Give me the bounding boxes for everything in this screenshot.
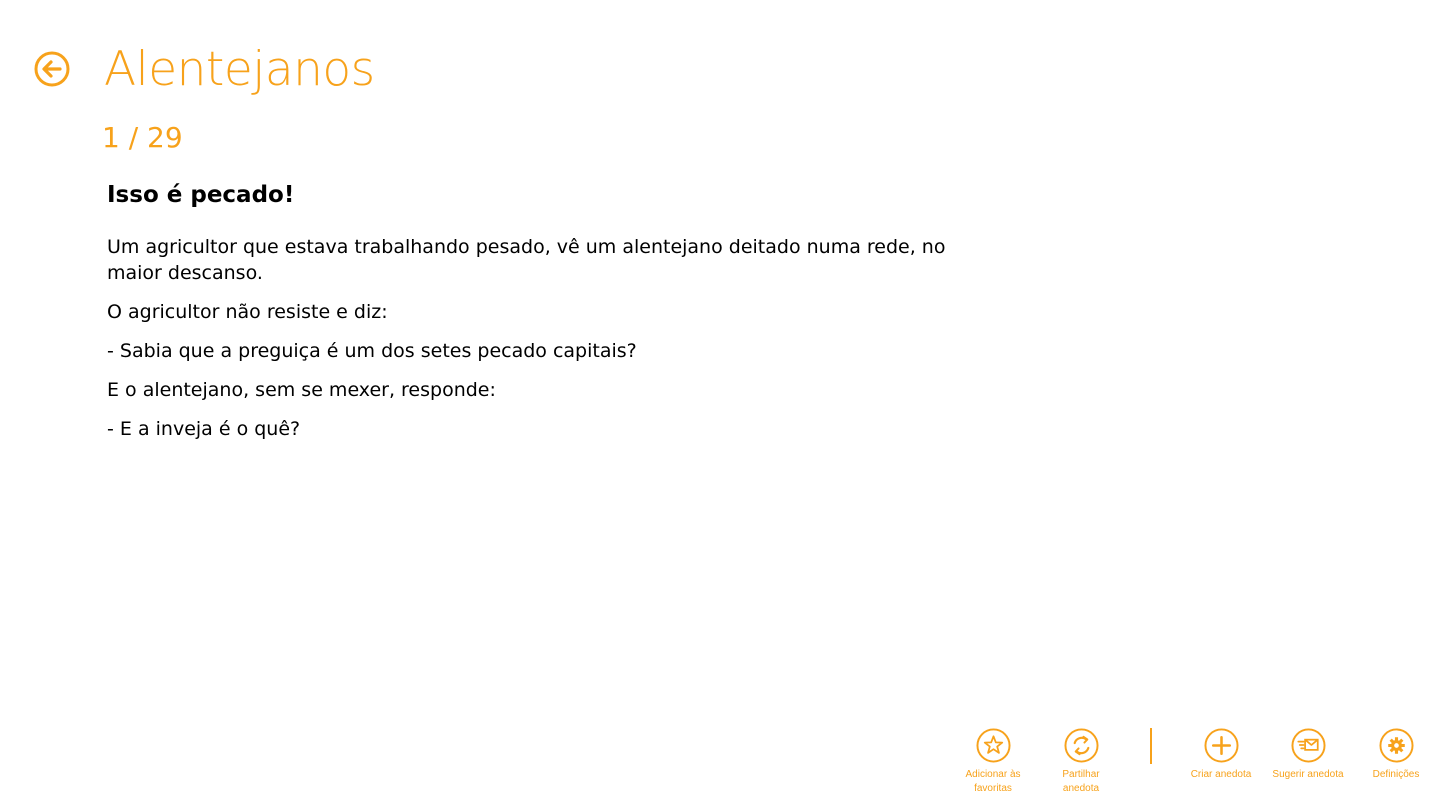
create-joke-button[interactable]: [1177, 728, 1265, 782]
joke-paragraph: Um agricultor que estava trabalhando pesado, vê um alentejano deitado numa rede, no maior descanso.: [107, 236, 946, 284]
back-button[interactable]: [34, 51, 70, 87]
add-to-favorites-button[interactable]: [949, 728, 1037, 796]
joke-counter: 1 / 29: [102, 121, 183, 154]
joke-paragraph: - Sabia que a preguiça é um dos setes pecado capitais?: [107, 340, 637, 362]
suggest-joke-button[interactable]: [1264, 728, 1352, 782]
joke-paragraph: E o alentejano, sem se mexer, responde:: [107, 379, 496, 401]
share-joke-label: [1037, 768, 1125, 796]
star-icon: [976, 728, 1011, 763]
add-to-favorites-label: [949, 768, 1037, 796]
create-joke-label: Criar anedota: [1190, 769, 1252, 780]
share-joke-button[interactable]: [1037, 728, 1125, 796]
joke-paragraph: - E a inveja é o quê?: [107, 418, 301, 440]
suggest-joke-label: Sugerir anedota: [1272, 769, 1344, 780]
label-line: Partilhar: [1062, 769, 1100, 780]
label-line: favoritas: [974, 783, 1012, 794]
settings-button[interactable]: [1352, 728, 1440, 782]
back-arrow-icon: [34, 51, 70, 87]
label-line: Adicionar às: [965, 769, 1021, 780]
settings-label: Definições: [1372, 769, 1420, 780]
share-icon: [1064, 728, 1099, 763]
plus-icon: [1204, 728, 1239, 763]
mail-icon: [1291, 728, 1326, 763]
joke-content: [107, 178, 957, 455]
app-bar: [0, 720, 1440, 810]
joke-title: Isso é pecado!: [107, 182, 295, 208]
label-line: anedota: [1062, 783, 1100, 794]
gear-icon: [1379, 728, 1414, 763]
app-bar-separator: [1150, 728, 1152, 764]
page-title: Alentejanos: [104, 42, 375, 97]
joke-paragraph: O agricultor não resiste e diz:: [107, 301, 388, 323]
